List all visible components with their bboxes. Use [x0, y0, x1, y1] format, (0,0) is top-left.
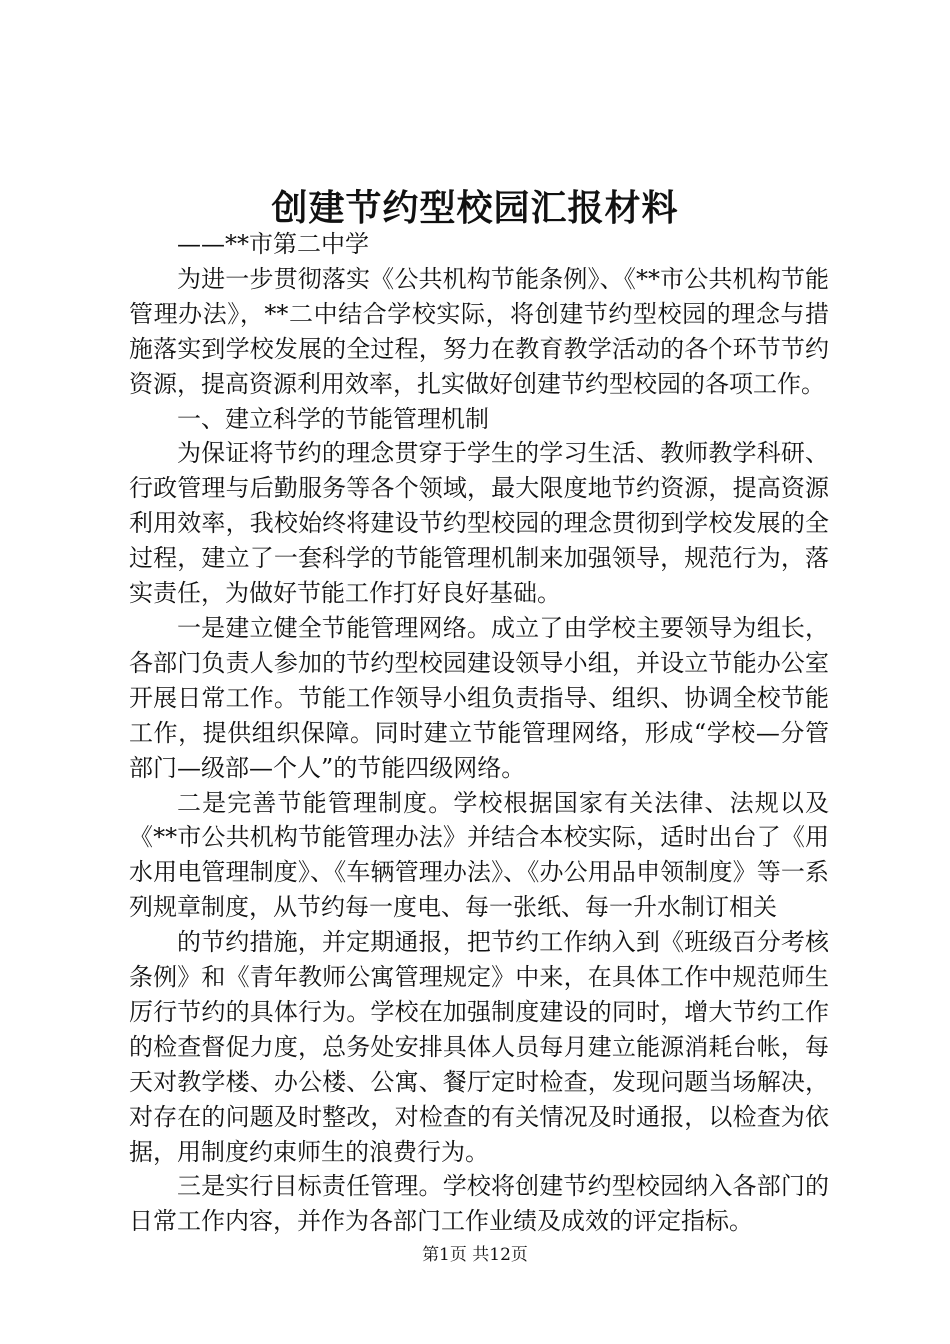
document-body — [129, 227, 829, 1239]
paragraph-section-1: 为保证将节约的理念贯穿于学生的学习生活、教师教学科研、行政管理与后勤服务等各个领域，最大限度地节约资源，提高资源利用效率，我校始终将建设节约型校园的理念贯彻到学校发展的全过程，建立了一套科学的节能管理机制来加强领导，规范行为，落实责任，为做好节能工作打好良好基础。 — [129, 439, 829, 608]
document-title: 创建节约型校园汇报材料 — [271, 187, 679, 229]
paragraph-measures: 的节约措施，并定期通报，把节约工作纳入到《班级百分考核条例》和《青年教师公寓管理规定》中来，在具体工作中规范师生厉行节约的具体行为。学校在加强制度建设的同时，增大节约工作的检查督促力度，总务处安排具体人员每月建立能源消耗台帐，每天对教学楼、办公楼、公寓、餐厅定时检查，发现问题当场解决，对存在的问题及时整改，对检查的有关情况及时通报，以检查为依据，用制度约束师生的浪费行为。 — [129, 928, 829, 1166]
document-subtitle: ——**市第二中学 — [177, 230, 369, 258]
paragraph-responsibility: 三是实行目标责任管理。学校将创建节约型校园纳入各部门的日常工作内容，并作为各部门工作业绩及成效的评定指标。 — [129, 1172, 829, 1236]
page-footer: 第1页 共12页 — [422, 1245, 528, 1265]
paragraph-network: 一是建立健全节能管理网络。成立了由学校主要领导为组长，各部门负责人参加的节约型校园建设领导小组，并设立节能办公室开展日常工作。节能工作领导小组负责指导、组织、协调全校节能工作，提供组织保障。同时建立节能管理网络，形成“学校—分管部门—级部—个人”的节能四级网络。 — [129, 613, 829, 782]
paragraph-system: 二是完善节能管理制度。学校根据国家有关法律、法规以及《**市公共机构节能管理办法》并结合本校实际，适时出台了《用水用电管理制度》、《车辆管理办法》、《办公用品申领制度》等一系列规章制度，从节约每一度电、每一张纸、每一升水制订相关 — [129, 788, 829, 922]
section-heading-1: 一、建立科学的节能管理机制 — [177, 404, 489, 433]
paragraph-intro: 为进一步贯彻落实《公共机构节能条例》、《**市公共机构节能管理办法》，**二中结合学校实际，将创建节约型校园的理念与措施落实到学校发展的全过程，努力在教育教学活动的各个环节节约资源，提高资源利用效率，扎实做好创建节约型校园的各项工作。 — [129, 264, 829, 398]
